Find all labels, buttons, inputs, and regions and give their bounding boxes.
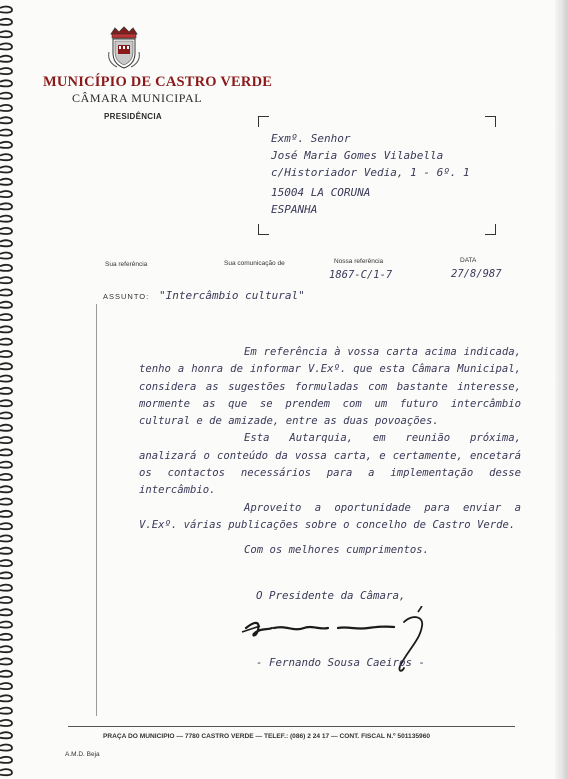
spiral-ring xyxy=(0,277,12,283)
body-paragraph-2: Esta Autarquia, em reunião próxima, analizará o conteúdo da vossa carta, e certamente, encetará os contactos necessários para a implementação desse intercâmbio. xyxy=(139,432,521,497)
spiral-ring xyxy=(0,314,12,320)
spiral-ring xyxy=(0,240,12,246)
spiral-ring xyxy=(0,400,12,406)
spiral-ring xyxy=(0,43,12,49)
address-corner-top-left xyxy=(258,116,269,127)
signatory-name: - Fernando Sousa Caeiros - xyxy=(256,656,426,669)
spiral-ring xyxy=(0,7,12,13)
spiral-ring xyxy=(0,560,12,566)
recipient-street: c/Historiador Vedia, 1 - 6º. 1 xyxy=(271,166,470,179)
spiral-ring xyxy=(0,388,12,394)
spiral-ring xyxy=(0,289,12,295)
spiral-ring xyxy=(0,720,12,726)
spiral-ring xyxy=(0,130,12,136)
subject-label: ASSUNTO: xyxy=(103,292,150,301)
spiral-ring xyxy=(0,486,12,492)
spiral-ring xyxy=(0,93,12,99)
spiral-ring xyxy=(0,499,12,505)
recipient-city: 15004 LA CORUNA xyxy=(271,186,371,199)
spiral-binding xyxy=(0,0,14,779)
spiral-ring xyxy=(0,462,12,468)
spiral-ring xyxy=(0,437,12,443)
spiral-ring xyxy=(0,80,12,86)
address-corner-bottom-left xyxy=(258,224,269,235)
coat-of-arms-icon xyxy=(105,26,143,70)
spiral-ring xyxy=(0,142,12,148)
spiral-ring xyxy=(0,523,12,529)
spiral-ring xyxy=(0,511,12,517)
spiral-ring xyxy=(0,203,12,209)
spiral-ring xyxy=(0,425,12,431)
date-value: 27/8/987 xyxy=(451,268,502,280)
spiral-ring xyxy=(0,363,12,369)
left-margin-rule xyxy=(96,304,97,716)
spiral-ring xyxy=(0,449,12,455)
spiral-ring xyxy=(0,228,12,234)
spiral-ring xyxy=(0,548,12,554)
spiral-ring xyxy=(0,622,12,628)
spiral-ring xyxy=(0,117,12,123)
body-paragraph-4: Com os melhores cumprimentos. xyxy=(244,544,429,557)
signatory-title: O Presidente da Câmara, xyxy=(256,589,406,602)
spiral-ring xyxy=(0,572,12,578)
spiral-ring xyxy=(0,339,12,345)
footer-address: PRAÇA DO MUNICIPIO — 7780 CASTRO VERDE — TELEF.: (086) 2 24 17 — CONT. FISCAL N.º 501135960 xyxy=(103,733,431,740)
spiral-ring xyxy=(0,179,12,185)
spiral-ring xyxy=(0,474,12,480)
presidency-label: PRESIDÊNCIA xyxy=(104,112,162,121)
body-paragraph-1: Em referência à vossa carta acima indicada, tenho a honra de informar V.Exº. que esta Câmara Municipal, considera as sugestões formuladas com bastante interesse, mormente as que se prendem com um futuro intercâmbio cultural e de amizade, entre as duas povoações. xyxy=(139,346,521,428)
recipient-name: José Maria Gomes Vilabella xyxy=(271,149,444,162)
address-corner-bottom-right xyxy=(485,224,496,235)
spiral-ring xyxy=(0,31,12,37)
spiral-ring xyxy=(0,745,12,751)
spiral-ring xyxy=(0,585,12,591)
spiral-ring xyxy=(0,19,12,25)
spiral-ring xyxy=(0,634,12,640)
nossa-referencia-label: Nossa referência xyxy=(334,258,384,265)
spiral-ring xyxy=(0,68,12,74)
municipality-name: MUNICÍPIO DE CASTRO VERDE xyxy=(43,74,273,90)
data-label: DATA xyxy=(460,257,477,264)
spiral-ring xyxy=(0,535,12,541)
recipient-country: ESPANHA xyxy=(271,203,318,216)
spiral-ring xyxy=(0,769,12,775)
nossa-referencia-value: 1867-C/1-7 xyxy=(329,269,393,281)
spiral-ring xyxy=(0,326,12,332)
spiral-ring xyxy=(0,597,12,603)
spiral-ring xyxy=(0,56,12,62)
spiral-ring xyxy=(0,732,12,738)
spiral-ring xyxy=(0,412,12,418)
subject-value: "Intercâmbio cultural" xyxy=(159,289,305,302)
spiral-ring xyxy=(0,757,12,763)
spiral-ring xyxy=(0,253,12,259)
recipient-salutation: Exmº. Senhor xyxy=(271,132,351,145)
body-paragraph-3: Aproveito a oportunidade para enviar a V.Exº. várias publicações sobre o concelho de Castro Verde. xyxy=(139,501,521,531)
sua-comunicacao-label: Sua comunicação de xyxy=(224,260,285,267)
letter-body xyxy=(139,344,521,560)
spiral-ring xyxy=(0,105,12,111)
address-corner-top-right xyxy=(485,116,496,127)
spiral-ring xyxy=(0,154,12,160)
spiral-ring xyxy=(0,376,12,382)
spiral-ring xyxy=(0,646,12,652)
page-edge-shadow xyxy=(555,0,567,779)
spiral-ring xyxy=(0,695,12,701)
spiral-ring xyxy=(0,351,12,357)
spiral-ring xyxy=(0,683,12,689)
archive-stamp: A.M.D. Beja xyxy=(65,751,100,758)
spiral-ring xyxy=(0,191,12,197)
spiral-ring xyxy=(0,671,12,677)
spiral-ring xyxy=(0,708,12,714)
spiral-ring xyxy=(0,166,12,172)
spiral-ring xyxy=(0,302,12,308)
spiral-ring xyxy=(0,216,12,222)
spiral-ring xyxy=(0,609,12,615)
footer-rule xyxy=(68,726,515,727)
sua-referencia-label: Sua referência xyxy=(105,261,148,268)
spiral-ring xyxy=(0,265,12,271)
council-name: CÂMARA MUNICIPAL xyxy=(72,91,203,105)
spiral-ring xyxy=(0,658,12,664)
